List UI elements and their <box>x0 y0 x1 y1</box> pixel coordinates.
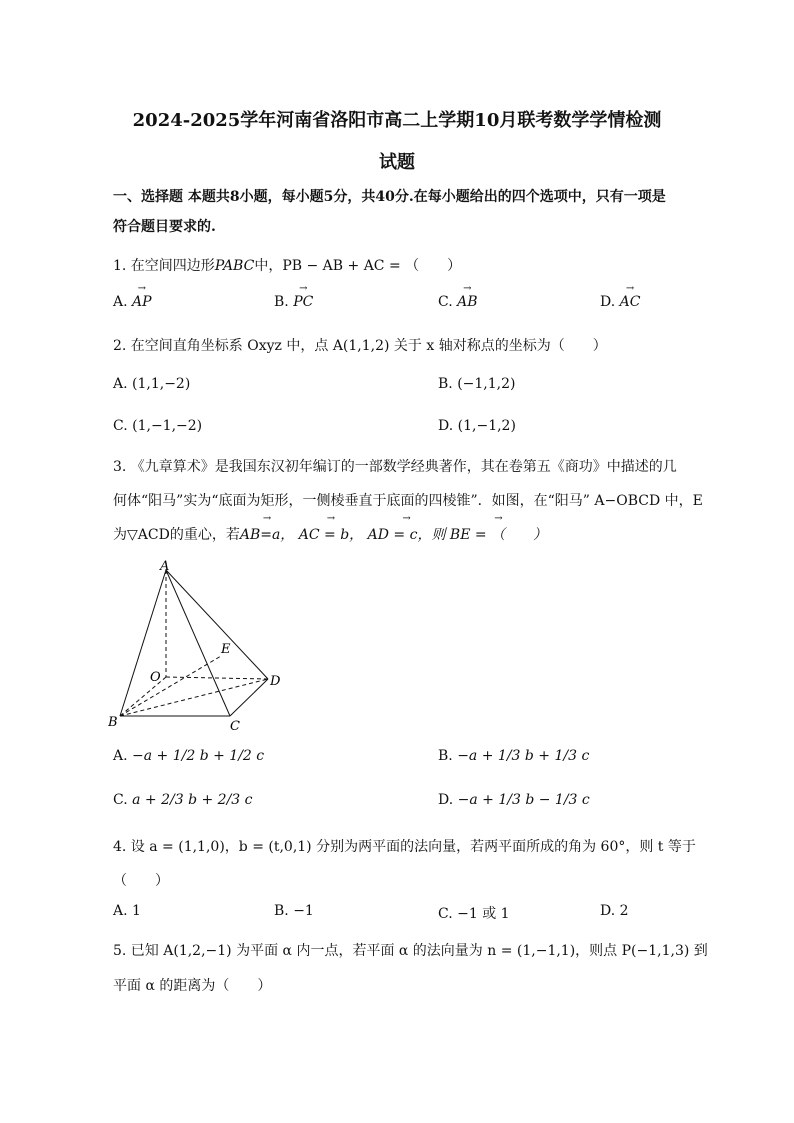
option-text: −a + 1/2 b + 1/2 c <box>132 748 265 764</box>
option-text: −1 或 1 <box>457 906 510 922</box>
edge-ab <box>120 570 166 716</box>
option-label: C. <box>113 792 128 808</box>
option-label: A. <box>113 903 128 919</box>
option-text: → AB <box>457 294 477 310</box>
option-label: D. <box>438 418 454 434</box>
label-b: B <box>108 715 118 730</box>
option-label: C. <box>438 294 453 310</box>
q1-option-a[interactable] <box>113 294 152 310</box>
option-label: C. <box>438 906 453 922</box>
q1-expression: PB − AB + AC = （ ） <box>282 258 462 274</box>
q3-option-a[interactable] <box>113 748 264 764</box>
q1-stem-mid: 中， <box>254 258 283 274</box>
q1-option-b[interactable] <box>274 294 313 310</box>
edge-ad <box>166 570 268 679</box>
q2-option-c[interactable] <box>113 418 202 434</box>
option-text: 1 <box>132 903 141 919</box>
q3-vector-ad: → AD = c，则 <box>368 524 446 544</box>
option-label: B. <box>438 748 453 764</box>
exam-title-line2: 试题 <box>379 152 415 173</box>
option-text: (1,−1,2) <box>457 418 516 434</box>
option-text: → AC <box>620 294 641 310</box>
option-label: B. <box>274 903 289 919</box>
q4-option-c[interactable] <box>438 903 510 923</box>
edge-od-hidden <box>166 677 268 679</box>
q2-stem: 2. 在空间直角坐标系 Oxyz 中，点 A(1,1,2) 关于 x 轴对称点的坐标为（ ） <box>113 338 607 354</box>
section-heading-line1: 一、选择题 本题共8小题，每小题5分，共40分.在每小题给出的四个选项中，只有一项是 <box>113 189 666 205</box>
option-label: D. <box>600 903 616 919</box>
q4-option-d[interactable] <box>600 903 629 919</box>
q2-option-b[interactable] <box>438 376 515 392</box>
q3-line3-prefix: 为▽ACD的重心，若 <box>113 527 240 543</box>
option-text: −a + 1/3 b − 1/3 c <box>457 792 590 808</box>
q3-option-c[interactable] <box>113 792 253 808</box>
q3-vector-ab: → AB=a， <box>240 524 294 544</box>
exam-title-line1: 2024-2025学年河南省洛阳市高二上学期10月联考数学学情检测 <box>132 110 662 131</box>
q5-line2: 平面 α 的距离为（ ） <box>113 978 272 994</box>
option-label: D. <box>600 294 616 310</box>
q1-stem <box>113 255 461 275</box>
edge-cd <box>230 679 268 716</box>
option-label: B. <box>274 294 289 310</box>
option-label: C. <box>113 418 128 434</box>
q3-line1: 3. 《九章算术》是我国东汉初年编订的一部数学经典著作，其在卷第五《商功》中描述的几 <box>113 459 677 475</box>
q2-option-a[interactable] <box>113 376 190 392</box>
option-label: D. <box>438 792 454 808</box>
option-text: −a + 1/3 b + 1/3 c <box>457 748 590 764</box>
q3-option-b[interactable] <box>438 748 589 764</box>
option-text: −1 <box>293 903 314 919</box>
option-label: A. <box>113 748 128 764</box>
section-heading-line2: 符合题目要求的. <box>113 219 216 235</box>
q1-stem-prefix: 1. 在空间四边形 <box>113 258 215 274</box>
q1-option-c[interactable] <box>438 294 478 310</box>
q3-vector-be: → BE = （ ） <box>450 524 547 544</box>
label-a: A <box>160 559 170 574</box>
q1-option-d[interactable] <box>600 294 640 310</box>
q2-option-d[interactable] <box>438 418 516 434</box>
option-text: (1,−1,−2) <box>132 418 203 434</box>
q3-line3 <box>113 524 547 544</box>
q3-vector-ac: → AC = b， <box>299 524 363 544</box>
q1-quad: PABC <box>214 258 255 274</box>
edge-be-hidden <box>120 656 221 716</box>
option-label: A. <box>113 294 128 310</box>
option-text: 2 <box>619 903 629 919</box>
label-d: D <box>270 674 281 689</box>
option-text: (1,1,−2) <box>132 376 191 392</box>
option-text: a + 2/3 b + 2/3 c <box>132 792 253 808</box>
option-text: → PC <box>293 294 313 310</box>
label-o: O <box>150 670 161 685</box>
q3-line2: 何体“阳马”实为“底面为矩形，一侧棱垂直于底面的四棱锥”．如图，在“阳马” A−OBCD 中，E <box>113 493 703 509</box>
q3-option-d[interactable] <box>438 792 590 808</box>
label-e: E <box>221 642 231 657</box>
q4-line1: 4. 设 a = (1,1,0)，b = (t,0,1) 分别为两平面的法向量，若两平面所成的角为 60°，则 t 等于 <box>113 839 696 855</box>
option-label: B. <box>438 376 453 392</box>
q5-line1: 5. 已知 A(1,2,−1) 为平面 α 内一点，若平面 α 的法向量为 n = (1,−1,1)，则点 P(−1,1,3) 到 <box>113 943 708 959</box>
q4-option-b[interactable] <box>274 903 314 919</box>
option-text: (−1,1,2) <box>457 376 516 392</box>
option-text: → AP <box>132 294 152 310</box>
option-label: A. <box>113 376 128 392</box>
q4-line2: （ ） <box>113 873 169 889</box>
q4-option-a[interactable] <box>113 903 141 919</box>
pyramid-figure <box>108 558 298 740</box>
label-c: C <box>230 719 240 734</box>
